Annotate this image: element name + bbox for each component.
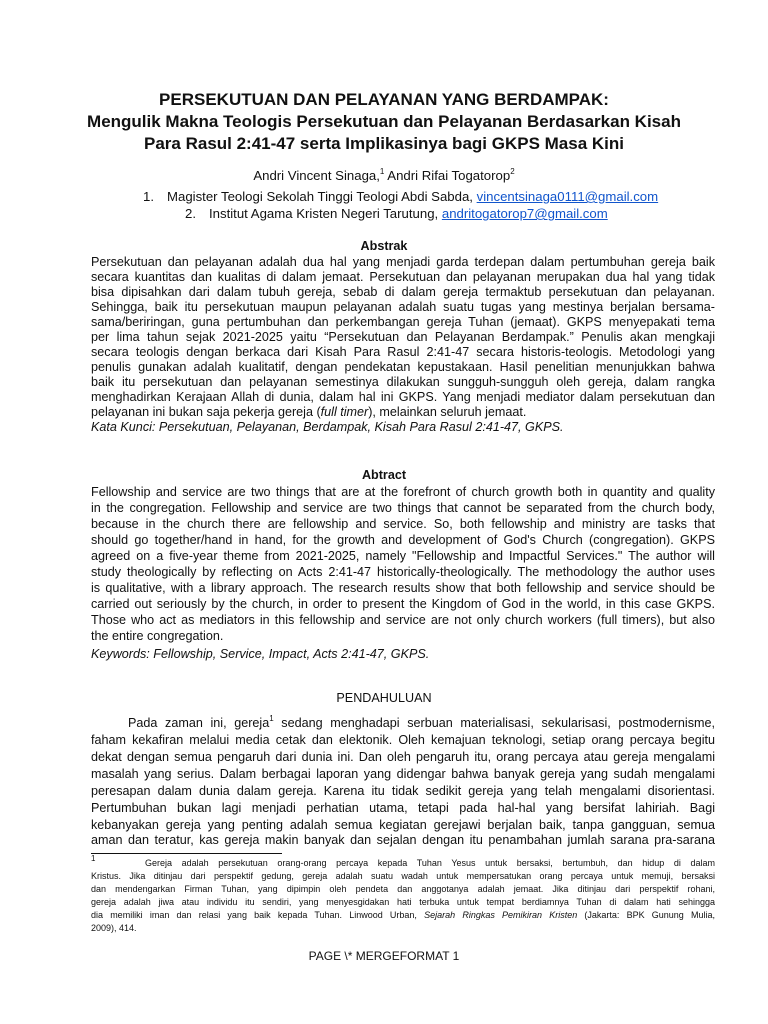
abstrak-line: secara teologis dengan berkaca dari Kisah Para Rasul 2:41-47 secara historis-teologis. Metodologi yang [91, 345, 715, 359]
intro-line: kebanyakan gereja yang penting adalah semua kegiatan gerejawi berjalan baik, tanpa gangguan, semua [91, 818, 715, 832]
keywords: Keywords: Fellowship, Service, Impact, Acts 2:41-47, GKPS. [91, 647, 430, 661]
abstrak-line: bisa dipisahkan dari dalam tubuh gereja, sebab di dalam gereja termaktub persekutuan dan pelayanan. [91, 285, 715, 299]
abstrak-line: per lima tahun sejak 2021-2025 yaitu “Persekutuan dan Pelayanan Berdampak.” Penulis akan mengkaji [91, 330, 715, 344]
abstract-line: agreed on a five-year theme from 2021-2025, namely "Fellowship and Impactful Services." The author will [91, 549, 715, 563]
abstract-line: is qualitative, with a library approach. The research results show that both fellowship and service should be [91, 581, 715, 595]
footnote-separator [91, 853, 282, 854]
affiliation-2-email-link[interactable]: andritogatorop7@gmail.com [441, 206, 608, 221]
abstrak-line: Sehingga, baik itu persekutuan maupun pelayanan adalah suatu tugas yang mestinya berjalan bersama- [91, 300, 715, 314]
footnote-line: Gereja adalah persekutuan orang-orang percaya kepada Tuhan Yesus untuk bersaksi, bertumbuh, dan hidup di dalam [145, 858, 715, 868]
affiliation-2-text: Institut Agama Kristen Negeri Tarutung, [209, 206, 442, 221]
intro-line: faham kekafiran melalui media cetak dan elektonik. Oleh kemajuan teknologi, setiap orang percaya begitu [91, 733, 715, 747]
page-number-field: PAGE \* MERGEFORMAT 1 [308, 949, 460, 963]
intro-first-line [128, 716, 715, 731]
author-line [0, 167, 768, 185]
footnote-line5-after: (Jakarta: BPK Gunung Mulia, [577, 910, 716, 920]
abstract-line: study theologically by reflecting on Acts 2:41-47 historically-theologically. The methodology the author uses [91, 565, 715, 579]
author-1: Andri Vincent Sinaga, [253, 168, 380, 183]
abstrak-last-line [91, 405, 715, 420]
abstrak-last-after: ), melainkan seluruh jemaat. [368, 405, 527, 419]
abstract-line: should go together/hand in hand, for the growth and development of God's Church (congregation). GKPS [91, 533, 715, 547]
affiliation-2 [185, 205, 608, 223]
footnote-book-title: Sejarah Ringkas Pemikiran Kristen [424, 910, 578, 920]
author-2-mark: 2 [510, 167, 515, 176]
abstrak-line: Persekutuan dan pelayanan adalah dua hal yang menjadi garda terdepan dalam pertumbuhan gereja baik [91, 255, 715, 269]
footnote-line: Kristus. Jika ditinjau dari perspektif gedung, gereja adalah suatu wadah untuk mempersatukan orang percaya untuk memuji, bersaksi [91, 871, 715, 881]
abstrak-line: baik itu persekutuan dan pelayanan semestinya dilakukan sungguh-sungguh oleh gereja, dalam rangka [91, 375, 715, 389]
affiliation-1-text: Magister Teologi Sekolah Tinggi Teologi Abdi Sabda, [167, 189, 477, 204]
intro-line: dekat dengan semua pengaruh dari dunia ini. Dan oleh pengaruh itu, orang percaya atau gereja mengalami [91, 750, 715, 764]
footnote-line: gereja adalah jiwa atau individu itu sendiri, yang menyesgidakan hati terbuka untuk tempat berdiamnya Tuhan di dalam hati sehingga [91, 897, 715, 907]
abstrak-line: secara kuantitas dan kualitas di dalam jemaat. Persekutuan dan pelayanan merupakan dua hal yang tidak [91, 270, 715, 284]
author-2: Andri Rifai Togatorop [384, 168, 511, 183]
affiliation-1-number: 1. [143, 189, 154, 204]
abstract-line: the entire congregation. [91, 629, 224, 643]
footnote-line: 2009), 414. [91, 923, 137, 933]
kata-kunci: Kata Kunci: Persekutuan, Pelayanan, Berdampak, Kisah Para Rasul 2:41-47, GKPS. [91, 420, 564, 434]
intro-line: peresapan dalam dunia dalam gereja. Karena itu tidak sedikit gereja yang telah mengalami disorientasi. [91, 784, 715, 798]
paper-title-line-3: Para Rasul 2:41-47 serta Implikasinya bagi GKPS Masa Kini [144, 134, 624, 153]
footnote-line5-before: dia memiliki iman dan relasi yang baik kepada Tuhan. Linwood Urban, [91, 910, 425, 920]
author-1-mark: 1 [379, 167, 385, 176]
affiliation-1-email-link[interactable]: vincentsinaga0111@gmail.com [476, 189, 659, 204]
abstrak-line: sama/beriringan, guna pertumbuhan dan perkembangan gereja Tuhan (jemaat). GKPS menyepakati tema [91, 315, 715, 329]
affiliation-1 [143, 188, 658, 206]
abstract-line: because in the church there are fellowship and service. So, both fellowship and ministry are tasks that [91, 517, 715, 531]
abstract-line: Those who act as mediators in this fellowship and service are not only church workers (full timers), but also [91, 613, 715, 627]
footnote-number: 1 [91, 854, 96, 863]
abstrak-line: penulis gunakan adalah kualitatif, dengan pendekatan kepustakaan. Hasil penelitian menunjukkan bahwa [91, 360, 715, 374]
paper-title-line-1: PERSEKUTUAN DAN PELAYANAN YANG BERDAMPAK: [159, 90, 609, 109]
abstract-line: carried out seriously by the church, in order to present the Kingdom of God in the world, in this case GKPS. [91, 597, 715, 611]
affiliation-2-number: 2. [185, 206, 196, 221]
intro-first-before: Pada zaman ini, gereja [128, 716, 270, 730]
abstract-line: in the congregation. Fellowship and service are two things that cannot be separated from the church body, [91, 501, 715, 515]
paper-title-line-2: Mengulik Makna Teologis Persekutuan dan Pelayanan Berdasarkan Kisah [87, 112, 681, 131]
intro-first-after: sedang menghadapi serbuan materialisasi, sekularisasi, postmodernisme, [273, 716, 715, 730]
intro-line: masalah yang serius. Dalam berbagai laporan yang didengar bahwa banyak gereja yang sudah mengalami [91, 767, 715, 781]
footnote-line: dan mendengarkan Firman Tuhan, yang dipimpin oleh pendeta dan anggotanya adalah jemaat. Jika ditinjau dari perspektif rohani, [91, 884, 715, 894]
abstract-line: Fellowship and service are two things that are at the forefront of church growth both in quantity and quality [91, 485, 715, 499]
abstract-heading: Abtract [361, 468, 407, 482]
pendahuluan-heading: PENDAHULUAN [336, 691, 432, 705]
intro-line: aman dan teratur, kas gereja makin banyak dan sejalan dengan itu penambahan jumlah sarana pra-sarana [91, 833, 715, 847]
intro-line: Pertumbuhan bukan lagi menjadi perhatian utama, tetapi pada hal-hal yang bersifat lahiriah. Bagi [91, 801, 715, 815]
footnote-reference[interactable]: 1 [269, 714, 274, 723]
abstrak-heading: Abstrak [360, 239, 408, 253]
footnote-citation-line [91, 909, 715, 922]
abstrak-line: menghadirkan Kerajaan Allah di dunia, dalam hal ini GKPS. Yang menjadi mediator dalam persekutuan dan [91, 390, 715, 404]
abstrak-last-before: pelayanan ini bukan saja pekerja gereja ( [91, 405, 321, 419]
abstrak-last-italic: full timer [320, 405, 369, 419]
